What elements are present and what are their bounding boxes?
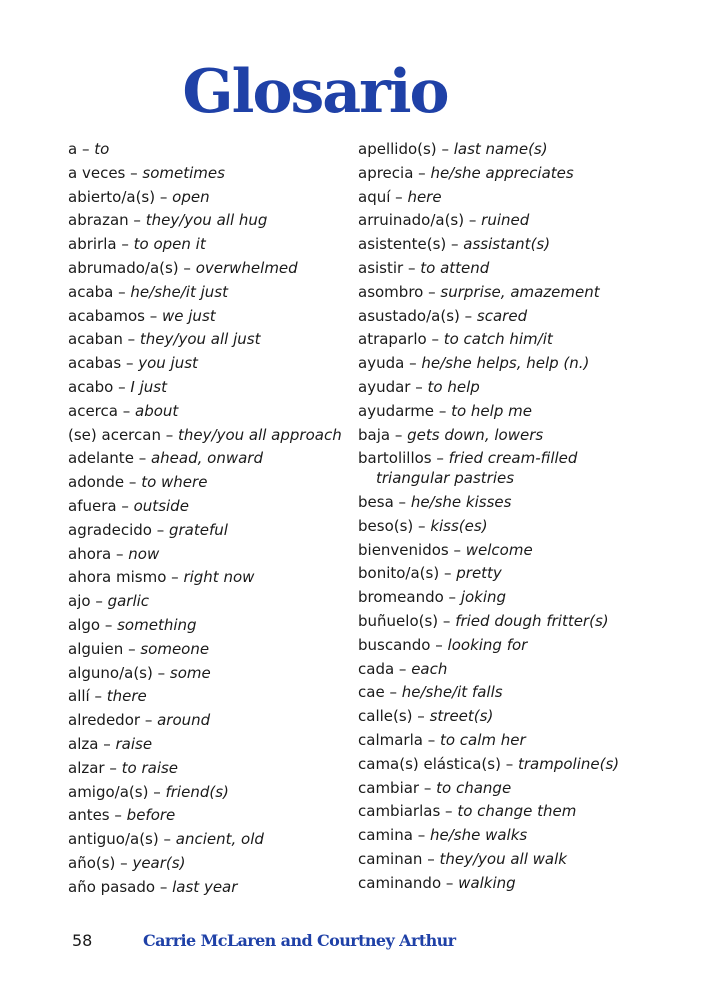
glossary-translation: pretty [456, 564, 502, 583]
glossary-separator: – [113, 282, 131, 301]
glossary-separator: – [384, 683, 402, 702]
glossary-separator: – [441, 873, 459, 892]
glossary-translation: overwhelmed [195, 258, 298, 277]
glossary-entry [68, 781, 353, 805]
glossary-translation: trampoline(s) [518, 754, 620, 773]
glossary-separator: – [117, 401, 135, 420]
glossary-entry [358, 209, 658, 233]
glossary-separator: – [148, 782, 166, 801]
glossary-entry [358, 305, 658, 329]
glossary-term: aquí [358, 187, 391, 206]
glossary-separator: – [160, 425, 179, 444]
glossary-translation: to calm her [439, 730, 526, 749]
glossary-separator: – [430, 635, 448, 654]
glossary-term: año pasado [68, 877, 156, 896]
glossary-separator: – [438, 611, 456, 630]
glossary-translation: open [172, 187, 210, 206]
glossary-term: asistir [358, 258, 404, 277]
glossary-entry [358, 376, 658, 400]
glossary-term: buñuelo(s) [358, 611, 439, 630]
glossary-separator: – [500, 754, 518, 773]
glossary-term: a [68, 140, 78, 158]
glossary-term: caminando [358, 873, 442, 892]
glossary-entry [358, 586, 658, 610]
glossary-entry [358, 186, 658, 210]
glossary-entry [358, 515, 658, 539]
glossary-translation: someone [140, 639, 210, 658]
glossary-separator: – [115, 853, 133, 872]
glossary-separator: – [412, 707, 430, 726]
glossary-term: acabamos [68, 306, 145, 325]
glossary-separator: – [144, 306, 162, 325]
glossary-entry [68, 590, 353, 614]
glossary-term: alguno/a(s) [68, 663, 153, 682]
glossary-entry [68, 233, 353, 257]
glossary-entry [68, 519, 353, 543]
glossary-translation: garlic [107, 592, 150, 611]
glossary-separator: – [98, 734, 116, 753]
glossary-term: aprecia [358, 163, 414, 182]
glossary-term: agradecido [68, 520, 152, 539]
glossary-entry [68, 471, 353, 495]
glossary-translation: here [407, 187, 442, 206]
glossary-entry [68, 876, 353, 900]
glossary-entry [68, 709, 353, 733]
glossary-term: camina [358, 826, 413, 845]
glossary-separator: – [166, 568, 184, 587]
glossary-separator: – [410, 377, 428, 396]
glossary-term: año(s) [68, 853, 116, 872]
glossary-term: allí [68, 687, 90, 706]
glossary-term: asistente(s) [358, 235, 447, 254]
glossary-translation: to attend [420, 258, 490, 277]
glossary-entry [358, 447, 658, 491]
glossary-term: ayuda [358, 354, 405, 373]
glossary-separator: – [123, 639, 141, 658]
glossary-translation: fried cream-filled [448, 449, 578, 468]
glossary-translation: they/you all just [139, 330, 261, 349]
glossary-entry [68, 685, 353, 709]
glossary-term: antes [68, 806, 110, 825]
glossary-separator: – [464, 211, 482, 230]
glossary-entry [68, 281, 353, 305]
glossary-separator: – [394, 659, 412, 678]
glossary-translation: now [128, 544, 160, 563]
glossary-entry [68, 162, 353, 186]
glossary-entry [358, 257, 658, 281]
glossary-separator: – [77, 140, 95, 158]
glossary-term: acerca [68, 401, 118, 420]
glossary-translation-continuation: triangular pastries [376, 469, 515, 488]
glossary-translation: he/she walks [429, 826, 528, 845]
glossary-separator: – [443, 588, 461, 607]
glossary-term: adonde [68, 473, 125, 492]
glossary-separator: – [439, 564, 457, 583]
glossary-translation: surprise, amazement [440, 282, 600, 301]
glossary-term: alrededor [68, 711, 141, 730]
page-title: Glosario [182, 57, 448, 127]
glossary-term: calle(s) [358, 707, 413, 726]
page-number: 58 [72, 931, 93, 950]
glossary-term: bartolillos [358, 449, 432, 468]
glossary-term: cambiar [358, 778, 420, 797]
glossary-separator: – [152, 663, 170, 682]
glossary-separator: – [412, 826, 430, 845]
glossary-term: antiguo/a(s) [68, 830, 159, 849]
glossary-term: a veces [68, 163, 126, 182]
glossary-separator: – [89, 687, 107, 706]
glossary-translation: street(s) [429, 707, 494, 726]
glossary-term: bienvenidos [358, 540, 449, 559]
glossary-separator: – [393, 492, 411, 511]
glossary-term: alguien [68, 639, 124, 658]
glossary-translation: he/she/it falls [401, 683, 503, 702]
glossary-separator: – [124, 473, 142, 492]
glossary-separator: – [111, 544, 129, 563]
glossary-term: acaba [68, 282, 114, 301]
glossary-translation: right now [183, 568, 255, 587]
glossary-separator: – [140, 711, 158, 730]
glossary-term: cama(s) elástica(s) [358, 754, 501, 773]
glossary-entry [358, 800, 658, 824]
glossary-entry [358, 562, 658, 586]
glossary-translation: to change [436, 778, 512, 797]
glossary-entry [358, 539, 658, 563]
glossary-entry [358, 753, 658, 777]
glossary-entry [358, 824, 658, 848]
glossary-entry [358, 138, 658, 162]
glossary-separator: – [133, 449, 151, 468]
glossary-term: (se) acercan [68, 425, 161, 444]
glossary-separator: – [100, 615, 118, 634]
glossary-entry [68, 257, 353, 281]
glossary-separator: – [422, 849, 440, 868]
glossary-entry [68, 638, 353, 662]
glossary-entry [68, 757, 353, 781]
glossary-translation: assistant(s) [463, 235, 551, 254]
glossary-entry [68, 138, 353, 162]
glossary-entry [358, 491, 658, 515]
glossary-translation: outside [133, 496, 189, 515]
glossary-term: ajo [68, 592, 91, 611]
glossary-translation: you just [138, 354, 198, 373]
glossary-entry [68, 804, 353, 828]
glossary-translation: to where [141, 473, 208, 492]
glossary-translation: to raise [121, 758, 179, 777]
glossary-translation: last name(s) [453, 140, 548, 158]
glossary-separator: – [155, 877, 173, 896]
glossary-separator: – [116, 235, 134, 254]
glossary-separator: – [440, 802, 458, 821]
glossary-separator: – [122, 330, 140, 349]
glossary-translation: to catch him/it [443, 330, 553, 349]
glossary-translation: raise [115, 734, 153, 753]
glossary-term: atraparlo [358, 330, 427, 349]
glossary-separator: – [151, 520, 169, 539]
glossary-term: afuera [68, 496, 117, 515]
glossary-entry [68, 352, 353, 376]
glossary-term: bromeando [358, 588, 444, 607]
glossary-separator: – [155, 187, 173, 206]
glossary-entry [68, 828, 353, 852]
glossary-translation: about [135, 401, 179, 420]
glossary-translation: fried dough fritter(s) [455, 611, 609, 630]
glossary-translation: I just [130, 377, 167, 396]
glossary-translation: ancient, old [175, 830, 264, 849]
glossary-separator: – [413, 163, 431, 182]
glossary-term: cambiarlas [358, 802, 441, 821]
glossary-term: beso(s) [358, 516, 414, 535]
glossary-translation: he/she helps, help (n.) [421, 354, 590, 373]
glossary-term: acaban [68, 330, 123, 349]
glossary-translation: to [94, 140, 110, 158]
glossary-separator: – [413, 516, 431, 535]
glossary-term: ahora mismo [68, 568, 167, 587]
glossary-term: adelante [68, 449, 134, 468]
glossary-translation: we just [162, 306, 216, 325]
glossary-translation: there [106, 687, 147, 706]
glossary-entry [358, 281, 658, 305]
glossary-entry [358, 400, 658, 424]
glossary-term: ayudar [358, 377, 411, 396]
glossary-separator: – [448, 540, 466, 559]
glossary-translation: something [117, 615, 197, 634]
glossary-entry [68, 662, 353, 686]
glossary-translation: grateful [168, 520, 228, 539]
glossary-separator: – [390, 425, 408, 444]
glossary-term: ahora [68, 544, 112, 563]
glossary-separator: – [434, 401, 452, 420]
glossary-term: buscando [358, 635, 431, 654]
glossary-entry [68, 424, 353, 448]
glossary-entry [68, 305, 353, 329]
glossary-term: asustado/a(s) [358, 306, 460, 325]
page-footer [0, 928, 714, 954]
glossary-translation: to open it [133, 235, 206, 254]
glossary-separator: – [431, 449, 449, 468]
glossary-translation: welcome [465, 540, 533, 559]
glossary-entry [68, 733, 353, 757]
glossary-separator: – [128, 211, 146, 230]
glossary-term: besa [358, 492, 394, 511]
glossary-entry [358, 777, 658, 801]
glossary-entry [358, 658, 658, 682]
glossary-entry [68, 376, 353, 400]
glossary-entry [358, 328, 658, 352]
glossary-term: apellido(s) [358, 140, 437, 158]
glossary-entry [68, 328, 353, 352]
glossary-translation: ahead, onward [150, 449, 263, 468]
glossary-separator: – [390, 187, 408, 206]
glossary-translation: they/you all hug [145, 211, 268, 230]
glossary-separator: – [426, 330, 444, 349]
glossary-translation: kiss(es) [430, 516, 488, 535]
glossary-translation: to help [427, 377, 480, 396]
glossary-translation: gets down, lowers [407, 425, 544, 444]
glossary-entry [358, 610, 658, 634]
glossary-entry [358, 352, 658, 376]
glossary-translation: each [411, 659, 448, 678]
glossary-entry [358, 634, 658, 658]
glossary-separator: – [104, 758, 122, 777]
glossary-separator: – [178, 258, 196, 277]
glossary-entry [358, 705, 658, 729]
glossary-term: abrirla [68, 235, 117, 254]
glossary-entry [68, 543, 353, 567]
glossary-translation: he/she appreciates [430, 163, 574, 182]
glossary-entry [358, 681, 658, 705]
glossary-translation: to help me [451, 401, 532, 420]
glossary-translation: some [169, 663, 211, 682]
glossary-term: cada [358, 659, 395, 678]
glossary-translation: last year [172, 877, 238, 896]
glossary-translation: sometimes [142, 163, 225, 182]
glossary-term: algo [68, 615, 101, 634]
glossary-separator: – [109, 806, 127, 825]
glossary-term: abrazan [68, 211, 129, 230]
glossary-term: ayudarme [358, 401, 435, 420]
glossary-separator: – [419, 778, 437, 797]
glossary-entry [358, 162, 658, 186]
glossary-translation: year(s) [132, 853, 186, 872]
glossary-separator: – [116, 496, 134, 515]
glossary-entry [358, 233, 658, 257]
glossary-separator: – [121, 354, 139, 373]
glossary-entry [358, 872, 658, 896]
glossary-entry [358, 729, 658, 753]
glossary-separator: – [125, 163, 143, 182]
glossary-translation: before [126, 806, 176, 825]
author-credit: Carrie McLaren and Courtney Arthur [143, 931, 456, 950]
glossary-translation: joking [460, 588, 507, 607]
glossary-term: alza [68, 734, 99, 753]
glossary-separator: – [423, 282, 441, 301]
glossary-entry [68, 209, 353, 233]
glossary-term: abrumado/a(s) [68, 258, 179, 277]
glossary-translation: looking for [447, 635, 528, 654]
glossary-term: asombro [358, 282, 424, 301]
glossary-term: amigo/a(s) [68, 782, 149, 801]
glossary-translation: around [157, 711, 211, 730]
glossary-entry [358, 424, 658, 448]
glossary-separator: – [459, 306, 477, 325]
glossary-translation: ruined [481, 211, 530, 230]
glossary-separator: – [422, 730, 440, 749]
glossary-translation: they/you all approach [178, 425, 342, 444]
glossary-separator: – [404, 354, 422, 373]
glossary-entry [68, 566, 353, 590]
glossary-entry [68, 852, 353, 876]
glossary-translation: he/she/it just [130, 282, 228, 301]
glossary-column-left [68, 138, 353, 900]
glossary-entry [68, 447, 353, 471]
glossary-entry [68, 495, 353, 519]
glossary-translation: friend(s) [165, 782, 229, 801]
glossary-entry [68, 186, 353, 210]
glossary-translation: he/she kisses [410, 492, 512, 511]
glossary-term: alzar [68, 758, 105, 777]
glossary-entry [68, 614, 353, 638]
glossary-term: bonito/a(s) [358, 564, 440, 583]
glossary-translation: to change them [457, 802, 577, 821]
glossary-term: abierto/a(s) [68, 187, 156, 206]
glossary-term: calmarla [358, 730, 423, 749]
glossary-separator: – [158, 830, 176, 849]
glossary-term: acabas [68, 354, 122, 373]
glossary-term: baja [358, 425, 391, 444]
glossary-entry [68, 400, 353, 424]
glossary-translation: scared [476, 306, 528, 325]
glossary-separator: – [113, 377, 131, 396]
glossary-term: arruinado/a(s) [358, 211, 465, 230]
glossary-entry [358, 848, 658, 872]
glossary-term: acabo [68, 377, 114, 396]
glossary-term: cae [358, 683, 385, 702]
glossary-term: caminan [358, 849, 423, 868]
glossary-column-right [358, 138, 658, 896]
glossary-separator: – [446, 235, 464, 254]
glossary-translation: walking [458, 873, 516, 892]
glossary-separator: – [436, 140, 454, 158]
glossary-separator: – [403, 258, 421, 277]
glossary-translation: they/you all walk [439, 849, 567, 868]
glossary-separator: – [90, 592, 108, 611]
